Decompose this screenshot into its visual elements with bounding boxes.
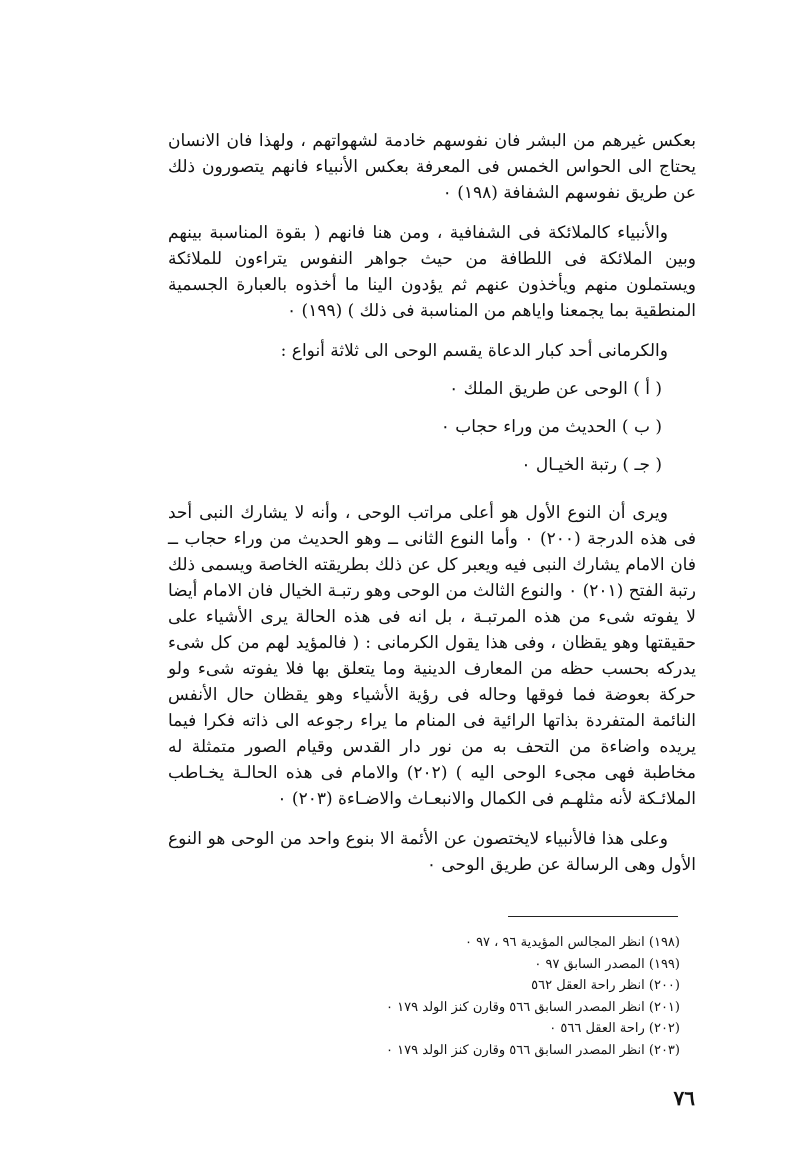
footnote-202: (٢٠٢) راحة العقل ٥٦٦ ٠ [549, 1021, 680, 1036]
paragraph-1: بعكس غيرهم من البشر فان نفوسهم خادمة لشهواتهم ، ولهذا فان الانسان يحتاج الى الحواس الخمس فى المعرفة بعكس الأنبياء فانهم يتصورون ذلك عن طريق نفوسهم الشفافة (١٩٨) ٠ [168, 131, 696, 203]
footnote-198: (١٩٨) انظر المجالس المؤيدية ٩٦ ، ٩٧ ٠ [464, 935, 680, 950]
list-item-c: ( جـ ) رتبة الخيـال ٠ [521, 455, 662, 475]
footnote-201: (٢٠١) انظر المصدر السابق ٥٦٦ وقارن كنز الولد ١٧٩ ٠ [386, 999, 680, 1015]
footnote-200: (٢٠٠) انظر راحة العقل ٥٦٢ [531, 978, 680, 993]
footnote-203: (٢٠٣) انظر المصدر السابق ٥٦٦ وقارن كنز الولد ١٧٩ ٠ [386, 1042, 680, 1058]
footnote-divider [508, 916, 678, 917]
paragraph-3: ويرى أن النوع الأول هو أعلى مراتب الوحى ، وأنه لا يشارك النبى أحد فى هذه الدرجة (٢٠٠) ٠ وأما النوع الثانى ــ وهو الحديث من وراء حجاب ــ فان الامام يشارك النبى فيه ويعبر كل عن ذلك بطريقته الخاصة ويسمى ذلك رتبة الفتح (٢٠١) ٠ والنوع الثالث من الوحى وهو رتبـة الخيال فان الامام أيضا لا يفوته شىء من هذه المرتبـة ، بل انه فى هذه الحالة يرى الأشياء على حقيقتها وهو يقظان ، وفى هذا يقول الكرمانى : ( فالمؤيد لهم من كل شىء يدركه بحسب حظه من المعارف الدينية وما يتعلق بها فلا يفوته شىء ولو حركة بعوضة فما فوقها وحاله فى رؤية الأشياء وهو يقظان حال الأنفس النائمة المتفردة بذاتها الرائية فى المنام ما يراء رجوعه الى ذاته فكرا فيما يريده واضاءة من التحف به من نور دار القدس وقيام الصور متمثلة له مخاطبة فهى مجىء الوحى اليه ) (٢٠٢) والامام فى هذه الحالـة يخـاطب الملائـكة لأنه مثلهـم فى الكمال والانبعـاث والاضـاءة (٢٠٣) ٠ [168, 503, 697, 809]
list-item-b: ( ب ) الحديث من وراء حجاب ٠ [440, 417, 662, 437]
body-text [168, 128, 696, 892]
footnotes [300, 932, 680, 1061]
footnote-199: (١٩٩) المصدر السابق ٩٧ ٠ [534, 956, 680, 972]
list-item-a: ( أ ) الوحى عن طريق الملك ٠ [449, 379, 662, 399]
paragraph-2: والأنبياء كالملائكة فى الشفافية ، ومن هنا فانهم ( بقوة المناسبة بينهم وبين الملائكة فى اللطافة من حيث جواهر النفوس يتراءون للملائكة ويستملون منهم ويأخذون عنهم ثم يؤدون الينا ما أخذوه بالعبارة الجسمية المنطقية بما يجمعنا واياهم من المناسبة فى ذلك ) (١٩٩) ٠ [168, 223, 696, 321]
list-intro: والكرمانى أحد كبار الدعاة يقسم الوحى الى ثلاثة أنواع : [280, 341, 668, 361]
page-number: ٧٦ [673, 1086, 695, 1110]
paragraph-4: وعلى هذا فالأنبياء لايختصون عن الأئمة الا بنوع واحد من الوحى هو النوع الأول وهى الرسالة عن طريق الوحى ٠ [168, 829, 696, 875]
